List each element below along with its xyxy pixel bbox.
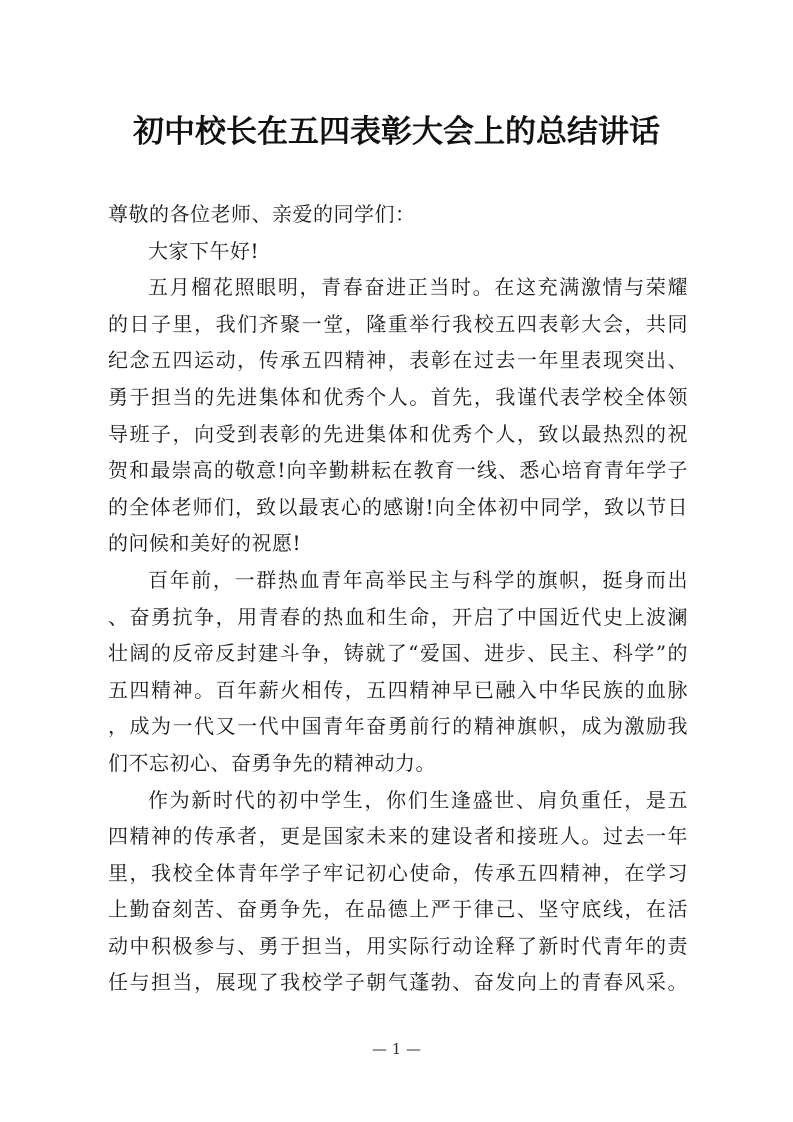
document-body xyxy=(108,196,688,1001)
document-title: 初中校长在五四表彰大会上的总结讲话 xyxy=(133,114,660,150)
body-line: 里，我校全体青年学子牢记初心使命，传承五四精神，在学习 xyxy=(108,860,688,885)
body-line: 导班子，向受到表彰的先进集体和优秀个人，致以最热烈的祝 xyxy=(108,421,688,446)
body-line: 的日子里，我们齐聚一堂，隆重举行我校五四表彰大会，共同 xyxy=(108,311,688,336)
body-line: 上勤奋刻苦、奋勇争先，在品德上严于律己、坚守底线，在活 xyxy=(108,897,688,922)
body-line: 的问候和美好的祝愿! xyxy=(108,531,302,556)
body-line: 、奋勇抗争，用青春的热血和生命，开启了中国近代史上波澜 xyxy=(108,604,688,629)
body-line: 勇于担当的先进集体和优秀个人。首先，我谨代表学校全体领 xyxy=(108,384,688,409)
body-line: 任与担当，展现了我校学子朝气蓬勃、奋发向上的青春风采。 xyxy=(108,970,688,995)
body-line: 五四精神。百年薪火相传，五四精神早已融入中华民族的血脉 xyxy=(108,677,688,702)
body-line: 们不忘初心、奋勇争先的精神动力。 xyxy=(108,750,436,775)
body-line: 的全体老师们，致以最衷心的感谢!向全体初中同学，致以节日 xyxy=(108,494,688,519)
body-line: 五月榴花照眼明，青春奋进正当时。在这充满激情与荣耀 xyxy=(148,275,688,300)
body-line: ，成为一代又一代中国青年奋勇前行的精神旗帜，成为激励我 xyxy=(108,714,688,739)
body-line: 纪念五四运动，传承五四精神，表彰在过去一年里表现突出、 xyxy=(108,348,688,373)
body-line: 大家下午好! xyxy=(148,238,260,263)
body-line: 贺和最崇高的敬意!向辛勤耕耘在教育一线、悉心培育青年学子 xyxy=(108,458,688,483)
body-line: 百年前，一群热血青年高举民主与科学的旗帜，挺身而出 xyxy=(148,567,688,592)
page-number: — 1 — xyxy=(371,1040,422,1058)
body-line: 尊敬的各位老师、亲爱的同学们： xyxy=(108,202,416,226)
body-line: 作为新时代的初中学生，你们生逢盛世、肩负重任，是五 xyxy=(148,787,688,812)
body-line: 壮阔的反帝反封建斗争，铸就了“爱国、进步、民主、科学”的 xyxy=(108,641,688,666)
body-line: 动中积极参与、勇于担当，用实际行动诠释了新时代青年的责 xyxy=(108,933,688,958)
body-line: 四精神的传承者，更是国家未来的建设者和接班人。过去一年 xyxy=(108,824,688,849)
